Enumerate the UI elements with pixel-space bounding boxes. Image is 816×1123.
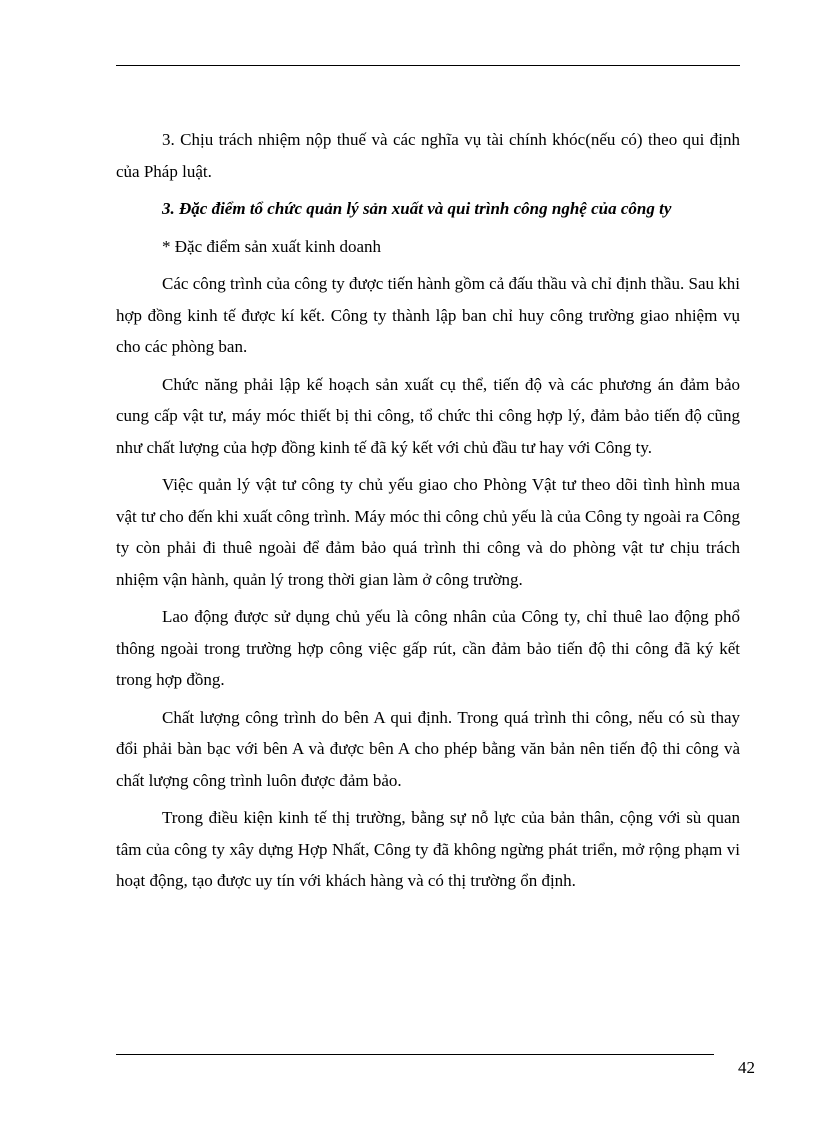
paragraph-market: Trong điều kiện kinh tế thị trường, bằng sự nỗ lực của bản thân, cộng với sù quan tâm của công ty xây dựng Hợp Nhất, Công ty đã không ngừng phát triển, mở rộng phạm vi hoạt động, tạo được uy tín với khách hàng và có thị trường ổn định.	[116, 808, 740, 890]
footer-rule	[116, 1054, 714, 1055]
paragraph-quality: Chất lượng công trình do bên A qui định. Trong quá trình thi công, nếu có sù thay đổi phải bàn bạc với bên A và được bên A cho phép bằng văn bản nên tiến độ thi công và chất lượng công trình luôn được đảm bảo.	[116, 707, 740, 790]
paragraph-projects: Các công trình của công ty được tiến hành gồm cả đấu thầu và chỉ định thầu. Sau khi hợp đồng kinh tế được kí kết. Công ty thành lập ban chỉ huy công trường giao nhiệm vụ cho các phòng ban.	[116, 274, 740, 356]
section-heading: 3. Đặc điểm tổ chức quản lý sản xuất và qui trình công nghệ của công ty	[162, 199, 672, 218]
page-body	[116, 124, 740, 903]
paragraph-functions: Chức năng phải lập kế hoạch sản xuất cụ thể, tiến độ và các phương án đảm bảo cung cấp vật tư, máy móc thiết bị thi công, tổ chức thi công hợp lý, đảm bảo tiến độ cũng như chất lượng của hợp đồng kinh tế đã ký kết với chủ đầu tư hay với Công ty.	[116, 374, 740, 457]
header-rule	[116, 65, 740, 66]
paragraph-labor: Lao động được sử dụng chủ yếu là công nhân của Công ty, chỉ thuê lao động phổ thông ngoài trong trường hợp công việc gấp rút, cần đảm bảo tiến độ thi công đã ký kết trong hợp đồng.	[116, 607, 740, 689]
page-number: 42	[738, 1058, 755, 1077]
paragraph-materials: Việc quản lý vật tư công ty chủ yếu giao cho Phòng Vật tư theo dõi tình hình mua vật tư cho đến khi xuất công trình. Máy móc thi công chủ yếu là của Công ty ngoài ra Công ty còn phải đi thuê ngoài để đảm bảo quá trình thi công và do phòng vật tư chịu trách nhiệm vận hành, quản lý trong thời gian làm ở công trường.	[116, 475, 740, 589]
paragraph-tax-obligations: 3. Chịu trách nhiệm nộp thuế và các nghĩa vụ tài chính khóc(nếu có) theo qui định của Pháp luật.	[116, 130, 740, 181]
subheading-business-features: * Đặc điểm sản xuất kinh doanh	[162, 236, 382, 256]
